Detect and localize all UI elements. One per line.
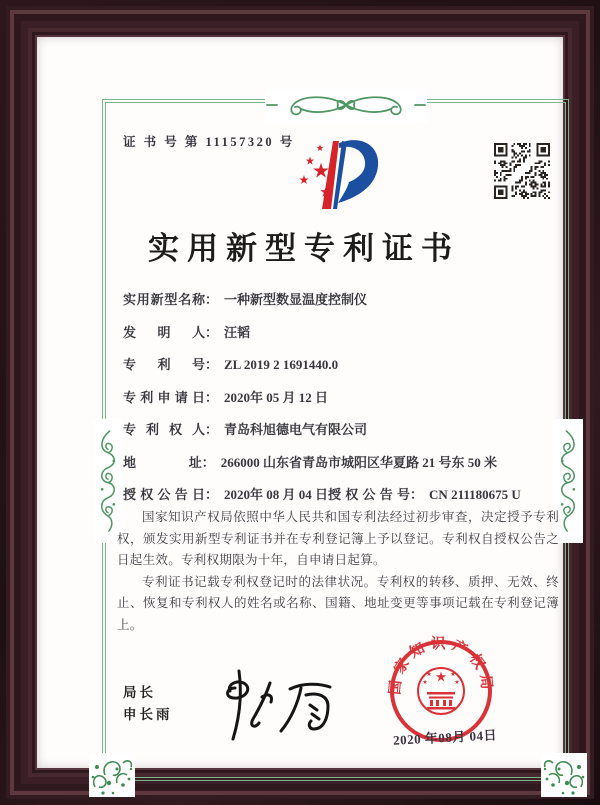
field-label: 专利号 <box>123 357 205 372</box>
flourish-icon <box>265 89 427 123</box>
field-value: 2020年 05 月 12 日 <box>224 389 329 405</box>
field-label: 授权公告号 <box>328 487 411 502</box>
field-value: 2020年 08 月 04 日 <box>224 487 329 502</box>
bottom-right-floral-ornament <box>541 753 587 797</box>
commissioner-block <box>123 682 173 726</box>
certificate-number: 证 书 号 第 11157320 号 <box>123 135 295 149</box>
field-row-patentee: 专利权人 ： 青岛科旭德电气有限公司 <box>123 419 497 439</box>
top-flourish-ornament <box>265 89 427 123</box>
field-row-inventor: 发明人 ： 汪韬 <box>123 322 497 342</box>
qr-code <box>494 143 550 199</box>
field-list <box>123 289 521 517</box>
field-value: ZL 2019 2 1691440.0 <box>224 357 339 372</box>
field-row-address: 地址 ： 266000 山东省青岛市城阳区华夏路 21 号东 50 米 <box>123 452 497 472</box>
field-label: 地址 <box>123 454 202 470</box>
legal-paragraph: 专利证书记载专利权登记时的法律状况。专利权的转移、质押、无效、终止、恢复和专利权人的姓名或名称、国籍、地址变更等事项记载在专利登记簿上。 <box>117 574 559 632</box>
field-label: 实用新型名称 <box>123 292 205 307</box>
field-value: 青岛科旭德电气有限公司 <box>224 422 368 437</box>
cnipa-logo <box>287 133 387 217</box>
commissioner-signature <box>202 665 352 743</box>
handwritten-signature-icon <box>202 665 352 743</box>
field-row-patent-no: 专利号 ： ZL 2019 2 1691440.0 <box>123 354 497 374</box>
field-value: CN 211180675 U <box>429 487 521 502</box>
field-row-name: 实用新型名称 ： 一种新型数显温度控制仪 <box>123 289 497 309</box>
grant-no-pair: 授权公告号 ： CN 211180675 U <box>328 484 521 503</box>
seal-ring-text: 国家知识产权局 <box>387 636 495 696</box>
grant-date-pair: 授权公告日 ： 2020年 08 月 04 日 <box>123 484 328 503</box>
field-value: 一种新型数显温度控制仪 <box>224 292 368 307</box>
field-value: 汪韬 <box>224 324 251 340</box>
qr-code-icon <box>494 143 550 199</box>
field-label: 专利权人 <box>123 422 205 437</box>
field-label: 授权公告日 <box>123 487 205 502</box>
field-label: 专利申请日 <box>123 389 205 405</box>
seal-date: 2020 年08月 04日 <box>392 727 498 748</box>
field-value: 266000 山东省青岛市城阳区华夏路 21 号东 50 米 <box>220 454 497 470</box>
legal-text <box>117 507 559 636</box>
field-label: 发明人 <box>123 324 205 340</box>
svg-text:国家知识产权局 <box>385 635 495 696</box>
legal-paragraph: 国家知识产权局依照中华人民共和国专利法经过初步审查，决定授予专利权，颁发实用新型专利证书并在专利登记簿上予以登记。专利权自授权公告之日起生效。专利权期限为十年，自申请日起算。 <box>117 510 559 567</box>
certificate-title: 实用新型专利证书 <box>148 231 460 266</box>
field-row-filing-date: 专利申请日 ： 2020年 05 月 12 日 <box>123 387 497 407</box>
field-row-grant <box>123 484 521 504</box>
commissioner-title: 局长 <box>123 685 156 700</box>
certificate-paper <box>37 37 563 768</box>
bottom-left-floral-ornament <box>89 753 135 797</box>
commissioner-name: 申长雨 <box>123 707 173 722</box>
floral-corner-icon <box>541 753 587 797</box>
floral-corner-icon <box>89 753 135 797</box>
cnipa-logo-icon <box>287 133 387 217</box>
